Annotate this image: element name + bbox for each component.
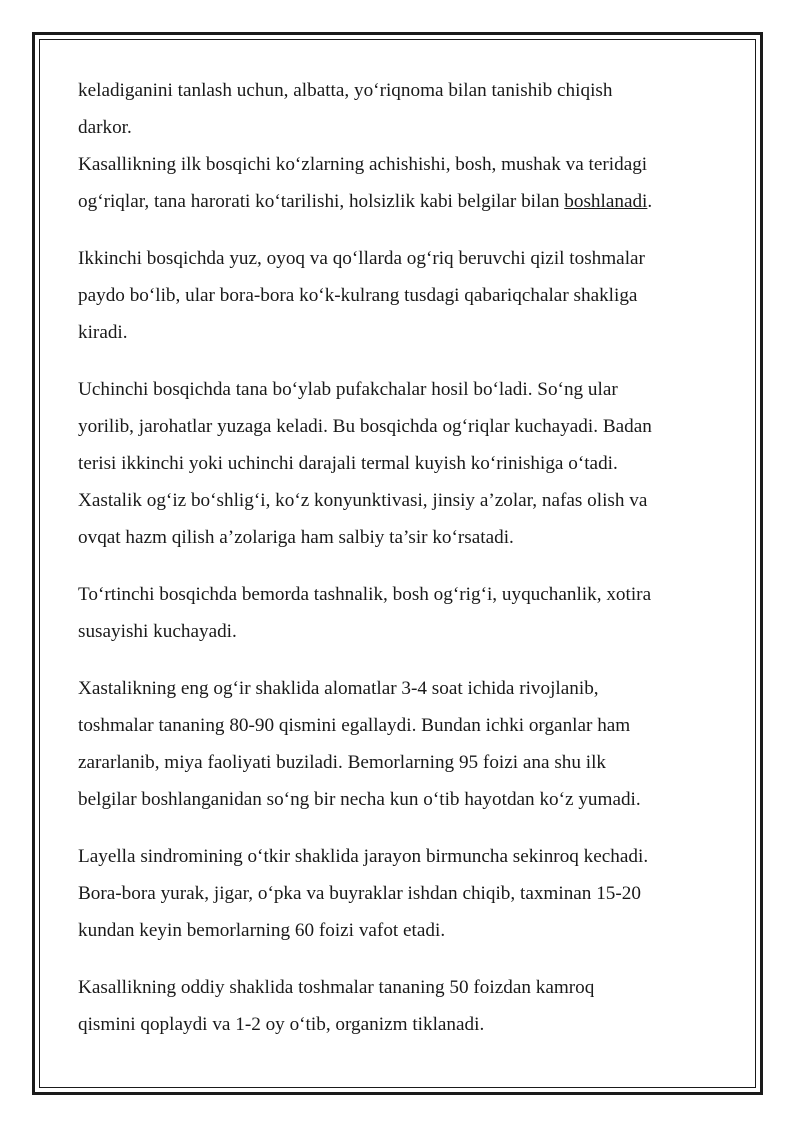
text-line: . [647,191,653,212]
text-line: susayishi kuchayadi. [78,621,237,642]
paragraph-3 [78,240,738,351]
text-line: keladiganini tanlash uchun, albatta, yo‘riqnoma bilan tanishib chiqish [78,80,613,101]
paragraph-4 [78,371,738,556]
text-line: Ikkinchi bosqichda yuz, oyoq va qo‘llarda og‘riq beruvchi qizil toshmalar [78,248,645,269]
text-line: belgilar boshlanganidan so‘ng bir necha kun o‘tib hayotdan ko‘z yumadi. [78,789,641,810]
document-body [78,72,738,1043]
paragraph-1 [78,72,738,146]
text-line: kiradi. [78,322,128,343]
text-line: ovqat hazm qilish a’zolariga ham salbiy ta’sir ko‘rsatadi. [78,527,514,548]
text-line: Uchinchi bosqichda tana bo‘ylab pufakchalar hosil bo‘ladi. So‘ng ular [78,379,618,400]
text-line: Kasallikning ilk bosqichi ko‘zlarning achishishi, bosh, mushak va teridagi [78,154,648,175]
text-line: yorilib, jarohatlar yuzaga keladi. Bu bosqichda og‘riqlar kuchayadi. Badan [78,416,652,437]
text-line: Layella sindromining o‘tkir shaklida jarayon birmuncha sekinroq kechadi. [78,846,649,867]
text-line: qismini qoplaydi va 1-2 oy o‘tib, organizm tiklanadi. [78,1014,485,1035]
paragraph-7 [78,838,738,949]
text-line: darkor. [78,117,132,138]
text-line: To‘rtinchi bosqichda bemorda tashnalik, bosh og‘rig‘i, uyquchanlik, xotira [78,584,652,605]
text-line: Xastalikning eng og‘ir shaklida alomatlar 3-4 soat ichida rivojlanib, [78,678,599,699]
paragraph-8 [78,969,738,1043]
text-line: toshmalar tananing 80-90 qismini egallaydi. Bundan ichki organlar ham [78,715,631,736]
text-line: Bora-bora yurak, jigar, o‘pka va buyraklar ishdan chiqib, taxminan 15-20 [78,883,641,904]
paragraph-5 [78,576,738,650]
text-line: terisi ikkinchi yoki uchinchi darajali termal kuyish ko‘rinishiga o‘tadi. [78,453,618,474]
paragraph-2 [78,146,738,220]
text-line: Xastalik og‘iz bo‘shlig‘i, ko‘z konyunktivasi, jinsiy a’zolar, nafas olish va [78,490,648,511]
paragraph-6 [78,670,738,818]
text-line: og‘riqlar, tana harorati ko‘tarilishi, holsizlik kabi belgilar bilan [78,191,565,212]
text-line: Kasallikning oddiy shaklida toshmalar tananing 50 foizdan kamroq [78,977,595,998]
text-line: paydo bo‘lib, ular bora-bora ko‘k-kulrang tusdagi qabariqchalar shakliga [78,285,638,306]
underlined-word: boshlanadi [564,191,648,212]
text-line: kundan keyin bemorlarning 60 foizi vafot etadi. [78,920,446,941]
text-line: zararlanib, miya faoliyati buziladi. Bemorlarning 95 foizi ana shu ilk [78,752,607,773]
